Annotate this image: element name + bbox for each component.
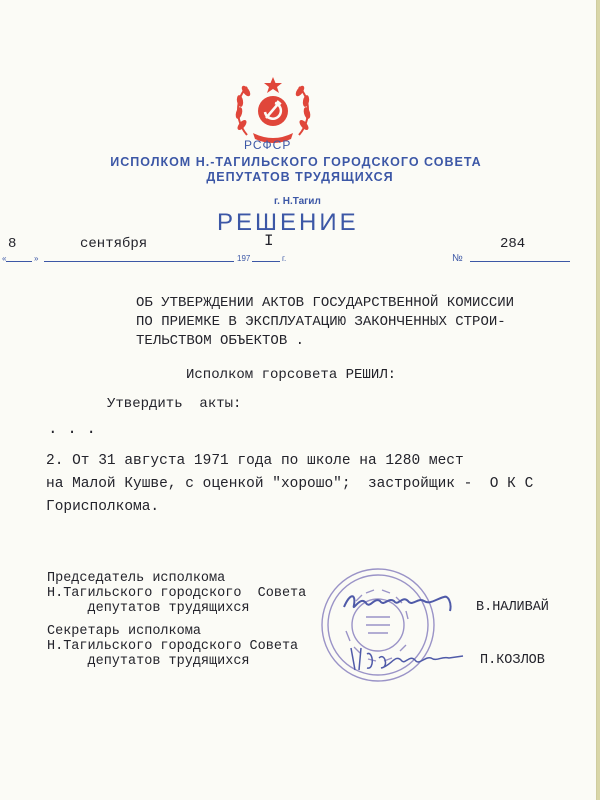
year-suffix: I [264, 232, 274, 250]
day-underline [6, 260, 32, 262]
decision-subject: ОБ УТВЕРЖДЕНИИ АКТОВ ГОСУДАРСТВЕННОЙ КОМИССИИ ПО ПРИЕМКЕ В ЭКСПЛУАТАЦИЮ ЗАКОНЧЕННЫХ СТРОИ- ТЕЛЬСТВОМ ОБЪЕКТОВ . [136, 295, 515, 349]
date-day: 8 [8, 236, 17, 252]
chair-title: Председатель исполкома Н.Тагильского городского Совета депутатов трудящихся [47, 571, 307, 616]
city-label: г. Н.Тагил [274, 196, 321, 207]
number-mark: № [452, 253, 463, 264]
state-emblem-icon [229, 73, 317, 148]
chair-name: В.НАЛИВАЙ [476, 600, 549, 615]
date-number-line [0, 232, 596, 262]
document-title: РЕШЕНИЕ [217, 209, 359, 236]
number-underline [470, 260, 570, 262]
year-prefix: 197 [237, 254, 251, 263]
org-name-line1: ИСПОЛКОМ Н.-ТАГИЛЬСКОГО ГОРОДСКОГО СОВЕТА [110, 155, 482, 169]
omission-ellipsis: . . . [48, 420, 97, 438]
month-underline [44, 260, 234, 262]
year-mark: г. [282, 254, 287, 263]
approve-line: Утвердить акты: [107, 396, 242, 412]
date-month: сентября [80, 236, 148, 252]
secretary-title: Секретарь исполкома Н.Тагильского городского Совета депутатов трудящихся [47, 624, 299, 669]
item-2-text: 2. От 31 августа 1971 года по школе на 1280 мест на Малой Кушве, с оценкой "хорошо"; застройщик - О К С Горисполкома. [46, 453, 534, 515]
document-number: 284 [500, 236, 526, 252]
secretary-name: П.КОЗЛОВ [480, 653, 545, 668]
secretary-signature [345, 640, 470, 675]
org-name-line2: ДЕПУТАТОВ ТРУДЯЩИХСЯ [206, 170, 394, 184]
year-underline [252, 260, 280, 262]
republic-label: РСФСР [244, 138, 292, 152]
resolved-line: Исполком горсовета РЕШИЛ: [186, 367, 397, 383]
chair-signature [340, 585, 460, 620]
date-quote-left: « [2, 254, 7, 263]
date-quote-right: » [34, 254, 39, 263]
